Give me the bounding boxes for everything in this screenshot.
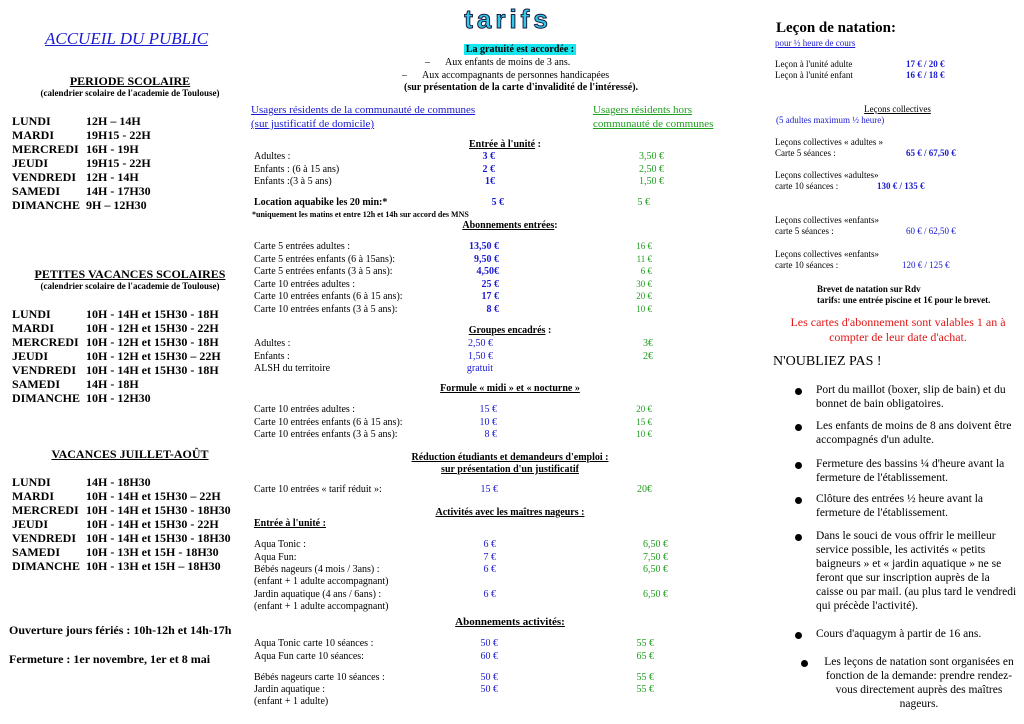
- price-hors: 55 €: [636, 638, 654, 649]
- schedule-day: VENDREDI: [12, 363, 77, 377]
- schedule-hours: 10H - 14H et 15H30 - 18H: [86, 307, 219, 321]
- fermeture: Fermeture : 1er novembre, 1er et 8 mai: [9, 652, 211, 666]
- price-hors: 20 €: [636, 291, 652, 301]
- price-hors: 3€: [643, 338, 653, 349]
- collectives-line2: carte 10 séances :: [775, 181, 839, 191]
- price-residents: 17 €: [481, 291, 499, 302]
- collectives-line2: Carte 5 séances :: [775, 148, 836, 158]
- price-hors: 6,50 €: [643, 539, 668, 550]
- collectives-price: 130 € / 135 €: [877, 181, 925, 191]
- activites-entree-title: Entrée à l'unité :: [254, 518, 326, 529]
- price-residents: 9,50 €: [474, 253, 499, 265]
- price-residents: 3 €: [482, 151, 495, 162]
- petites-vacances-title: PETITES VACANCES SCOLAIRES: [34, 267, 226, 281]
- price-label: Aqua Tonic carte 10 séances :: [254, 638, 374, 649]
- price-residents: 8 €: [484, 429, 497, 440]
- price-residents: 50 €: [480, 638, 498, 649]
- collectives-line1: Leçons collectives « adultes »: [775, 137, 883, 147]
- price-hors: 55 €: [636, 684, 654, 695]
- col-hors-line1: Usagers résidents hors: [593, 104, 692, 116]
- price-hors: 2,50 €: [639, 163, 664, 175]
- price-hors: 65 €: [636, 651, 654, 662]
- lecon-label: Leçon à l'unité adulte: [775, 59, 853, 69]
- price-label: Bébés nageurs (4 mois / 3ans) :: [254, 564, 380, 575]
- schedule-day: SAMEDI: [12, 377, 61, 391]
- aquabike-hors: 5 €: [637, 197, 650, 208]
- price-residents: 60 €: [480, 651, 498, 662]
- schedule-hours: 14H - 18H30: [86, 475, 151, 489]
- price-label: Carte 5 entrées adultes :: [254, 241, 351, 252]
- oubliez-title: N'OUBLIEZ PAS !: [773, 354, 882, 369]
- price-residents: 2,50 €: [468, 338, 493, 349]
- schedule-hours: 12H – 14H: [86, 114, 141, 128]
- price-sublabel: (enfant + 1 adulte): [254, 696, 329, 707]
- gratuite-title: La gratuité est accordée :: [465, 44, 575, 55]
- schedule-day: VENDREDI: [12, 531, 77, 545]
- schedule-hours: 10H - 14H et 15H30 - 22H: [86, 517, 219, 531]
- price-residents: 6 €: [483, 539, 496, 550]
- schedule-day: JEUDI: [12, 517, 49, 531]
- cartes-validite-note: Les cartes d'abonnement sont valables 1 an à compter de leur date d'achat.: [790, 315, 1006, 344]
- bullet-icon: [801, 660, 808, 667]
- gratuite-line-1: – Aux enfants de moins de 3 ans.: [425, 57, 571, 68]
- price-label: ALSH du territoire: [254, 363, 331, 374]
- price-residents: 7 €: [483, 552, 496, 563]
- price-residents: 2 €: [482, 163, 495, 175]
- schedule-day: MERCREDI: [12, 335, 79, 349]
- rule-item: Les enfants de moins de 8 ans doivent être accompagnés d'un adulte.: [816, 420, 1012, 446]
- price-label: Jardin aquatique :: [254, 684, 326, 695]
- price-label: Carte 5 entrées enfants (3 à 5 ans):: [254, 266, 393, 277]
- collectives-price: 65 € / 67,50 €: [906, 148, 956, 158]
- schedule-day: LUNDI: [12, 475, 51, 489]
- collectives-title: Leçons collectives: [864, 104, 931, 114]
- price-residents: 4,50€: [476, 266, 499, 277]
- col-residents-line1: Usagers résidents de la communauté de communes: [251, 104, 476, 116]
- price-sublabel: (enfant + 1 adulte accompagnant): [254, 576, 389, 587]
- aquabike-note: *uniquement les matins et entre 12h et 14h sur accord des MNS: [252, 210, 469, 219]
- schedule-day: MERCREDI: [12, 503, 79, 517]
- collectives-line2: carte 5 séances :: [775, 226, 834, 236]
- schedule-hours: 10H - 14H et 15H30 - 18H: [86, 363, 219, 377]
- collectives-line1: Leçons collectives «enfants»: [775, 249, 879, 259]
- entree-title-text: Entrée à l'unité: [469, 139, 536, 150]
- price-label: Jardin aquatique (4 ans / 6ans) :: [254, 589, 382, 600]
- schedule-hours: 10H - 12H et 15H30 - 22H: [86, 321, 219, 335]
- price-residents: 6 €: [483, 589, 496, 600]
- aquabike-label: Location aquabike les 20 min:*: [254, 197, 388, 208]
- price-residents: 25 €: [481, 278, 499, 290]
- collectives-price: 120 € / 125 €: [902, 260, 950, 270]
- price-label: Carte 10 entrées enfants (3 à 5 ans):: [254, 303, 398, 315]
- schedule-hours: 12H - 14H: [86, 170, 139, 184]
- price-label: Enfants :: [254, 350, 290, 362]
- schedule-day: MARDI: [12, 489, 54, 503]
- juillet-aout-title: VACANCES JUILLET-AOÛT: [51, 447, 209, 461]
- schedule-hours: 14H - 18H: [86, 377, 139, 391]
- schedule-hours: 10H - 14H et 15H30 - 18H30: [86, 531, 231, 545]
- price-hors: 55 €: [636, 672, 654, 683]
- collectives-line1: Leçons collectives «enfants»: [775, 215, 879, 225]
- price-label: Enfants : (6 à 15 ans): [254, 163, 340, 175]
- schedule-day: MARDI: [12, 128, 54, 142]
- entree-title-colon: :: [535, 139, 541, 150]
- price-residents: 10 €: [479, 416, 497, 428]
- bullet-icon: [795, 497, 802, 504]
- schedule-day: DIMANCHE: [12, 391, 80, 405]
- gratuite-line-2: – Aux accompagnants de personnes handicapées: [402, 70, 610, 81]
- schedule-hours: 10H - 13H et 15H – 18H30: [86, 559, 221, 573]
- schedule-hours: 19H15 - 22H: [86, 156, 151, 170]
- reduction-hors: 20€: [637, 484, 652, 495]
- lecon-price: 17 € / 20 €: [906, 59, 945, 69]
- price-sublabel: (enfant + 1 adulte accompagnant): [254, 601, 389, 612]
- price-label: Aqua Fun:: [254, 552, 297, 563]
- aquabike-res: 5 €: [491, 197, 504, 208]
- bullet-icon: [795, 632, 802, 639]
- price-residents: 8 €: [486, 303, 499, 315]
- price-label: Carte 5 entrées enfants (6 à 15ans):: [254, 253, 396, 265]
- schedule-hours: 10H - 14H et 15H30 – 22H: [86, 489, 221, 503]
- gratuite-line-1-text: Aux enfants de moins de 3 ans.: [445, 57, 571, 68]
- schedule-day: SAMEDI: [12, 184, 61, 198]
- rule-item: Les leçons de natation sont organisées en fonction de la demande: prendre rendez-vous directement auprès des maîtres nageurs.: [824, 656, 1014, 710]
- schedule-hours: 9H – 12H30: [86, 198, 147, 212]
- price-residents: 15 €: [479, 404, 497, 415]
- gratuite-note: (sur présentation de la carte d'invalidité de l'intéressé).: [404, 82, 639, 93]
- groupes-title: [400, 325, 620, 336]
- price-hors: 7,50 €: [643, 552, 668, 563]
- price-residents: 1,50 €: [468, 350, 493, 362]
- price-hors: 10 €: [636, 429, 652, 439]
- schedule-day: VENDREDI: [12, 170, 77, 184]
- bullet-icon: [795, 424, 802, 431]
- reduction-res: 15 €: [480, 484, 498, 495]
- periode-title: PERIODE SCOLAIRE: [69, 74, 191, 88]
- schedule-day: LUNDI: [12, 307, 51, 321]
- price-hors: 10 €: [636, 303, 652, 314]
- price-residents: 1€: [485, 176, 495, 187]
- tarifs-title: [428, 8, 588, 34]
- price-hors: 6,50 €: [643, 589, 668, 600]
- schedule-day: SAMEDI: [12, 545, 61, 559]
- activites-title: Activités avec les maîtres nageurs :: [435, 507, 585, 518]
- lecon-price: 16 € / 18 €: [906, 70, 945, 80]
- price-residents: 50 €: [480, 672, 498, 683]
- schedule-hours: 10H - 12H30: [86, 391, 151, 405]
- petites-vacances-subtitle: (calendrier scolaire de l'academie de Toulouse): [40, 281, 220, 291]
- col-residents-line2: (sur justificatif de domicile): [251, 118, 375, 130]
- accueil-title: ACCUEIL DU PUBLIC: [45, 29, 209, 48]
- reduction-title-1: Réduction étudiants et demandeurs d'emploi :: [411, 452, 609, 463]
- formule-title-text: Formule « midi » et « nocturne »: [440, 383, 580, 394]
- price-label: Carte 10 entrées adultes :: [254, 404, 356, 415]
- groupes-title-colon: :: [545, 325, 552, 336]
- price-hors: 20 €: [636, 404, 652, 414]
- price-label: Carte 10 entrées enfants (6 à 15 ans):: [254, 291, 403, 302]
- schedule-hours: 10H - 13H et 15H - 18H30: [86, 545, 219, 559]
- price-label: Aqua Fun carte 10 séances:: [254, 651, 364, 662]
- periode-subtitle: (calendrier scolaire de l'academie de Toulouse): [40, 88, 220, 98]
- schedule-hours: 10H - 12H et 15H30 – 22H: [86, 349, 221, 363]
- bullet-icon: [795, 462, 802, 469]
- lecon-title: Leçon de natation:: [776, 20, 896, 36]
- price-label: Bébés nageurs carte 10 séances :: [254, 672, 385, 683]
- schedule-day: DIMANCHE: [12, 559, 80, 573]
- rule-item: Dans le souci de vous offrir le meilleur service possible, les activités « petits baigneurs » et « jardin aquatique » ne se feront que sur inscription auprès de la caisse ou par mail. (au plus tard le vendredi qui précède l'activité).: [816, 530, 1017, 612]
- schedule-hours: 16H - 19H: [86, 142, 139, 156]
- collectives-line1: Leçons collectives «adultes»: [775, 170, 879, 180]
- price-hors: 15 €: [636, 416, 652, 427]
- price-residents: 6 €: [483, 564, 496, 575]
- price-label: Carte 10 entrées enfants (3 à 5 ans):: [254, 429, 398, 440]
- schedule-hours: 14H - 17H30: [86, 184, 151, 198]
- schedule-hours: 10H - 12H et 15H30 - 18H: [86, 335, 219, 349]
- lecon-label: Leçon à l'unité enfant: [775, 70, 853, 80]
- price-label: Carte 10 entrées enfants (6 à 15 ans):: [254, 416, 403, 428]
- schedule-day: JEUDI: [12, 156, 49, 170]
- reduction-label: Carte 10 entrées « tarif réduit »:: [254, 484, 382, 495]
- price-label: Aqua Tonic :: [254, 539, 306, 550]
- rule-item: Port du maillot (boxer, slip de bain) et du bonnet de bain obligatoires.: [816, 384, 1006, 410]
- schedule-day: JEUDI: [12, 349, 49, 363]
- rule-item: Cours d'aquagym à partir de 16 ans.: [816, 628, 982, 640]
- rule-item: Fermeture des bassins ¼ d'heure avant la fermeture de l'établissement.: [816, 458, 1005, 484]
- schedule-day: MERCREDI: [12, 142, 79, 156]
- price-residents: gratuit: [466, 363, 493, 374]
- gratuite-title-wrap: [400, 44, 640, 55]
- price-label: Adultes :: [254, 151, 291, 162]
- bullet-icon: [795, 388, 802, 395]
- abonnements-title: [400, 220, 620, 231]
- schedule-hours: 19H15 - 22H: [86, 128, 151, 142]
- abonnements-title-text: Abonnements entrées: [462, 220, 555, 231]
- schedule-day: DIMANCHE: [12, 198, 80, 212]
- rule-item: Clôture des entrées ½ heure avant la fermeture de l'établissement.: [816, 493, 984, 519]
- brevet-line-2: tarifs: une entrée piscine et 1€ pour le brevet.: [817, 295, 991, 305]
- entree-title: [410, 139, 600, 150]
- abonnements-title-colon: :: [554, 220, 558, 231]
- collectives-note: (5 adultes maximum ½ heure): [776, 115, 885, 125]
- schedule-day: LUNDI: [12, 114, 51, 128]
- price-hors: 11 €: [636, 253, 652, 264]
- price-residents: 13,50 €: [469, 241, 499, 252]
- price-label: Adultes :: [254, 338, 291, 349]
- brevet-line-1: Brevet de natation sur Rdv: [817, 284, 921, 294]
- price-label: Carte 10 entrées adultes :: [254, 278, 356, 290]
- formule-title: [390, 383, 630, 394]
- groupes-title-text: Groupes encadrés: [468, 325, 546, 336]
- tarifs-title-text: tarifs: [464, 8, 552, 34]
- price-hors: 1,50 €: [639, 176, 664, 187]
- price-hors: 2€: [643, 350, 653, 362]
- abo-activites-title: Abonnements activités:: [455, 616, 565, 628]
- jours-feries: Ouverture jours fériés : 10h-12h et 14h-17h: [9, 623, 232, 637]
- price-label: Enfants :(3 à 5 ans): [254, 176, 332, 187]
- price-hors: 6 €: [640, 266, 652, 276]
- lecon-subtitle: pour ½ heure de cours: [775, 38, 856, 48]
- reduction-title-2: sur présentation d'un justificatif: [441, 464, 579, 475]
- price-hors: 30 €: [636, 278, 652, 289]
- bullet-icon: [795, 534, 802, 541]
- collectives-line2: carte 10 séances :: [775, 260, 839, 270]
- collectives-price: 60 € / 62,50 €: [906, 226, 956, 236]
- price-hors: 6,50 €: [643, 564, 668, 575]
- price-hors: 3,50 €: [639, 151, 664, 162]
- gratuite-line-2-text: Aux accompagnants de personnes handicapées: [422, 70, 610, 81]
- price-hors: 16 €: [636, 241, 652, 251]
- col-hors-line2: communauté de communes: [593, 118, 714, 130]
- schedule-day: MARDI: [12, 321, 54, 335]
- price-residents: 50 €: [480, 684, 498, 695]
- schedule-hours: 10H - 14H et 15H30 - 18H30: [86, 503, 231, 517]
